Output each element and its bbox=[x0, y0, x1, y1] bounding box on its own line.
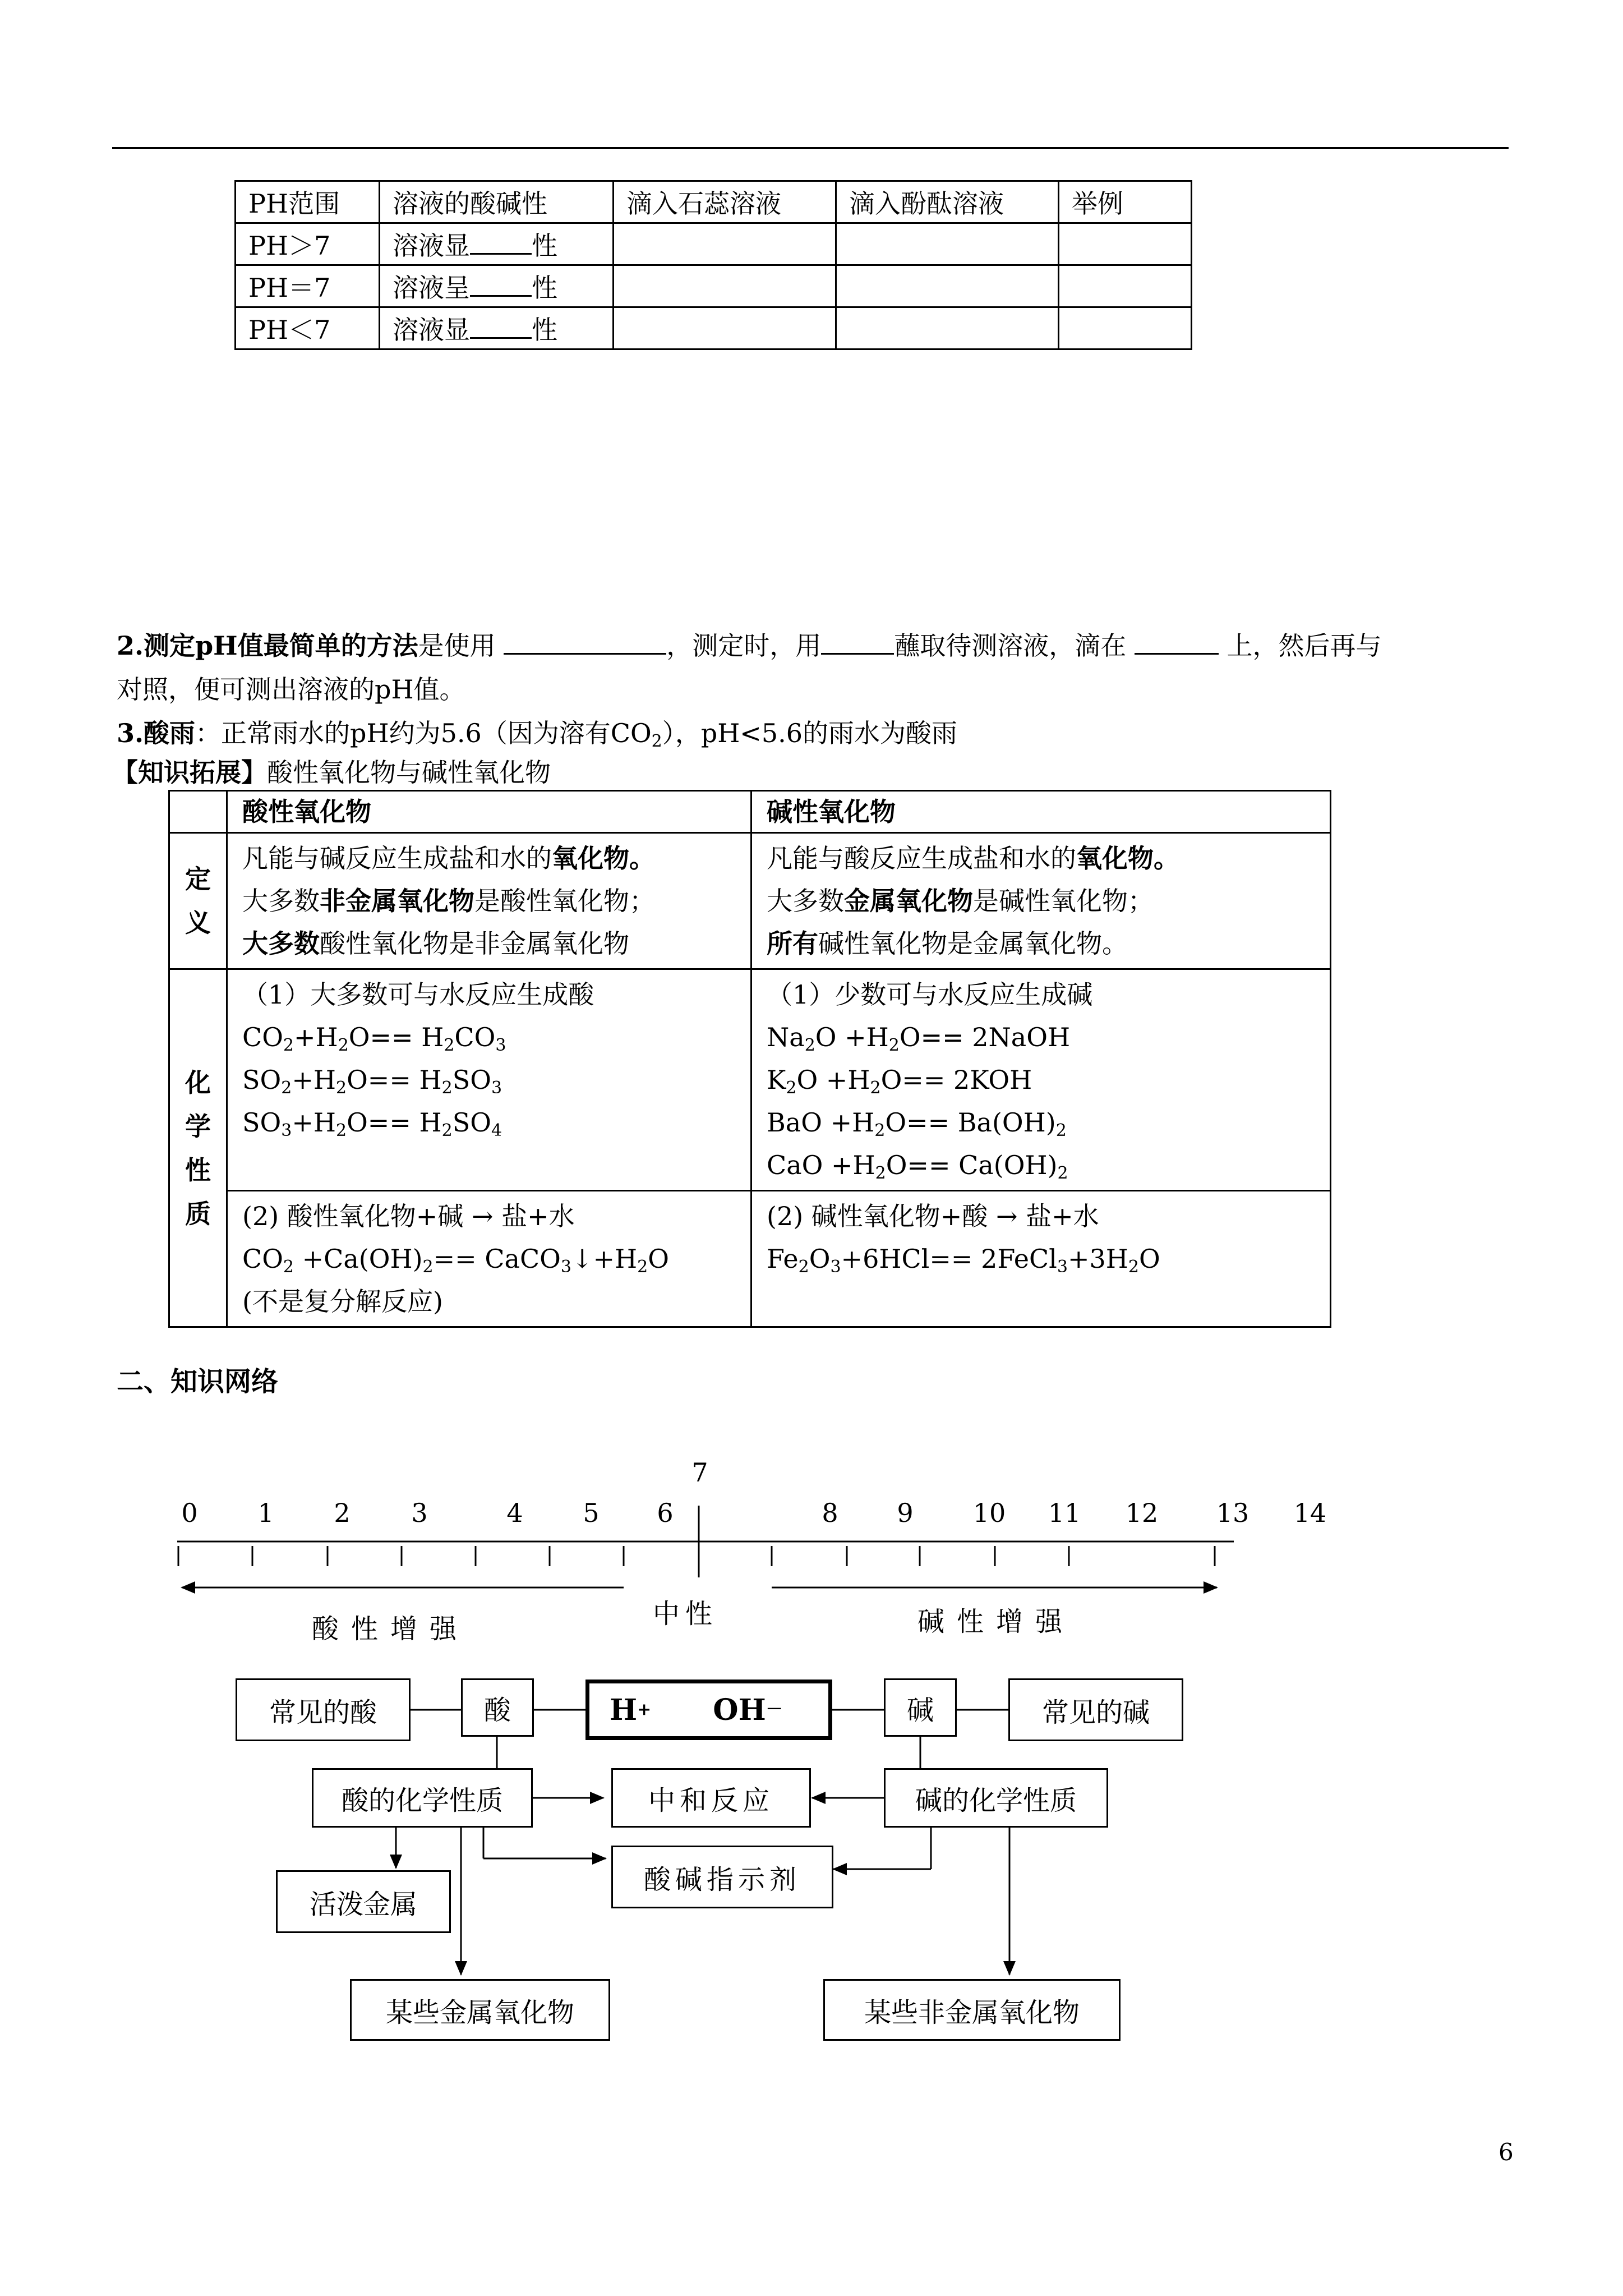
ph-tick-label: 7 bbox=[691, 1457, 708, 1488]
paragraph-lead: 3.酸雨 bbox=[117, 718, 196, 748]
active-metal-box: 活泼金属 bbox=[276, 1870, 451, 1933]
acidity-prefix: 溶液呈 bbox=[393, 273, 470, 303]
common-acid-box: 常见的酸 bbox=[236, 1678, 411, 1741]
cell-text-bold: 非金属氧化物 bbox=[320, 886, 474, 916]
paragraph-text: ，测定时，用 bbox=[666, 631, 822, 661]
equation: CaO $+H_2O== Ca(OH)_2$ bbox=[767, 1150, 1068, 1183]
equation: $CO_2+H_2O== H_2CO_3$ bbox=[242, 1022, 506, 1055]
row-label-char: 学 bbox=[185, 1111, 211, 1142]
cell-text: 大多数 bbox=[767, 886, 844, 916]
base-box: 碱 bbox=[884, 1678, 957, 1737]
cell-text-bold: 氧化物。 bbox=[552, 843, 655, 873]
cell-text: 碱性氧化物是金属氧化物。 bbox=[818, 928, 1128, 959]
ph-tick-label: 0 bbox=[181, 1498, 198, 1528]
hydrogen-ion: H bbox=[610, 1692, 638, 1727]
base-increase-label: 碱性增强 bbox=[917, 1606, 1075, 1637]
neutralization-box: 中和反应 bbox=[611, 1768, 811, 1828]
cell-text: (2) 碱性氧化物+酸 → 盐+水 bbox=[767, 1201, 1099, 1231]
ph-tick-label: 12 bbox=[1125, 1498, 1159, 1528]
table-header-cell: 滴入酚酞溶液 bbox=[836, 181, 1059, 223]
ph-tick-label: 3 bbox=[411, 1498, 428, 1528]
row-label-char: 定 bbox=[185, 864, 211, 894]
extension-lead: 【知识拓展】 bbox=[112, 757, 267, 788]
row-label-char: 化 bbox=[185, 1067, 211, 1098]
ph-tick-label: 9 bbox=[897, 1498, 914, 1528]
table-header-cell: PH范围 bbox=[236, 181, 380, 223]
cell-text: 大多数 bbox=[242, 886, 320, 916]
paragraph-ph-method-line2: 对照，便可测出溶液的pH值。 bbox=[117, 674, 465, 705]
ph-tick-label: 5 bbox=[583, 1498, 600, 1528]
hydroxide-ion: OH bbox=[713, 1692, 766, 1727]
ph-tick-label: 8 bbox=[822, 1498, 838, 1528]
paragraph-text: 上，然后再与 bbox=[1227, 631, 1382, 661]
cell-text-bold: 所有 bbox=[767, 928, 818, 959]
acidity-prefix: 溶液显 bbox=[393, 231, 470, 261]
ph-tick-label: 6 bbox=[657, 1498, 674, 1528]
table-header-cell: 酸性氧化物 bbox=[227, 791, 751, 833]
acidity-prefix: 溶液显 bbox=[393, 315, 470, 345]
section-title: 二、知识网络 bbox=[117, 1366, 279, 1397]
base-properties-box: 碱的化学性质 bbox=[884, 1768, 1108, 1828]
equation: BaO $+H_2O== Ba(OH)_2$ bbox=[767, 1107, 1067, 1140]
table-header-cell: 溶液的酸碱性 bbox=[380, 181, 614, 223]
neutral-label: 中性 bbox=[653, 1598, 718, 1630]
ph-range-cell: PH＝7 bbox=[236, 265, 380, 307]
table-header-cell: 举例 bbox=[1059, 181, 1192, 223]
paragraph-lead: 2.测定pH值最简单的方法 bbox=[117, 631, 418, 661]
nonmetal-oxide-box: 某些非金属氧化物 bbox=[823, 1979, 1121, 2041]
extension-text: 酸性氧化物与碱性氧化物 bbox=[267, 757, 551, 788]
cell-text: 是碱性氧化物； bbox=[973, 886, 1154, 916]
paragraph-text: ），pH<5.6的雨水为酸雨 bbox=[662, 718, 958, 748]
paragraph-text: 是使用 bbox=[418, 631, 496, 661]
ions-box: H + OH － bbox=[585, 1680, 832, 1740]
common-base-box: 常见的碱 bbox=[1008, 1678, 1183, 1741]
equation: $K_2O +H_2O== 2KOH$ bbox=[767, 1065, 1032, 1098]
acid-increase-label: 酸性增强 bbox=[312, 1613, 469, 1645]
equation: $Fe_2O_3+6HCl==$ $2FeCl_3+3H_2O$ bbox=[767, 1244, 1160, 1277]
cell-text: （1）大多数可与水反应生成酸 bbox=[242, 979, 594, 1010]
ph-tick-label: 4 bbox=[506, 1498, 523, 1528]
equation: $CO_2 +Ca(OH)_2==$ $CaCO_3↓+H_2O$ bbox=[242, 1244, 669, 1277]
acid-properties-box: 酸的化学性质 bbox=[312, 1768, 533, 1828]
metal-oxide-box: 某些金属氧化物 bbox=[350, 1979, 610, 2041]
acidity-suffix: 性 bbox=[532, 273, 557, 303]
cell-text-bold: 氧化物。 bbox=[1076, 843, 1179, 873]
ph-tick-label: 14 bbox=[1293, 1498, 1327, 1528]
paragraph-text: 蘸取待测溶液，滴在 bbox=[894, 631, 1127, 661]
table-header-cell: 碱性氧化物 bbox=[751, 791, 1331, 833]
table-header-cell: 滴入石蕊溶液 bbox=[614, 181, 836, 223]
row-label-char: 性 bbox=[185, 1154, 211, 1185]
acid-box: 酸 bbox=[461, 1678, 534, 1737]
cell-text: 酸性氧化物是非金属氧化物 bbox=[320, 928, 629, 959]
row-label-char: 质 bbox=[185, 1198, 211, 1229]
acidity-suffix: 性 bbox=[532, 231, 557, 261]
ph-range-cell: PH＜7 bbox=[236, 307, 380, 349]
cell-text: (2) 酸性氧化物+碱 → 盐+水 bbox=[242, 1201, 575, 1231]
page-number: 6 bbox=[1498, 2138, 1514, 2166]
row-label-char: 义 bbox=[185, 908, 211, 938]
ph-tick-label: 10 bbox=[972, 1498, 1006, 1528]
cell-text: （1）少数可与水反应生成碱 bbox=[767, 979, 1093, 1010]
cell-text-bold: 大多数 bbox=[242, 928, 320, 959]
ph-range-cell: PH＞7 bbox=[236, 223, 380, 265]
paragraph-text: ：正常雨水的pH约为5.6（因为溶有CO bbox=[195, 718, 652, 748]
indicator-box: 酸碱指示剂 bbox=[611, 1846, 833, 1908]
ph-tick-label: 2 bbox=[334, 1498, 351, 1528]
cell-text: 凡能与碱反应生成盐和水的 bbox=[242, 843, 552, 873]
equation: $SO_2+H_2O== H_2SO_3$ bbox=[242, 1065, 502, 1098]
ph-tick-label: 1 bbox=[257, 1498, 274, 1528]
subscript: 2 bbox=[651, 731, 662, 751]
equation: $Na_2O +H_2O==$ 2NaOH bbox=[767, 1022, 1071, 1055]
equation: $SO_3+H_2O== H_2SO_4$ bbox=[242, 1107, 502, 1140]
acidity-suffix: 性 bbox=[532, 315, 557, 345]
cell-text-bold: 金属氧化物 bbox=[844, 886, 973, 916]
ph-tick-label: 13 bbox=[1216, 1498, 1249, 1528]
ph-tick-label: 11 bbox=[1048, 1498, 1081, 1528]
cell-text: 是酸性氧化物； bbox=[474, 886, 655, 916]
cell-text: 凡能与酸反应生成盐和水的 bbox=[767, 843, 1076, 873]
cell-text: (不是复分解反应) bbox=[242, 1286, 443, 1317]
